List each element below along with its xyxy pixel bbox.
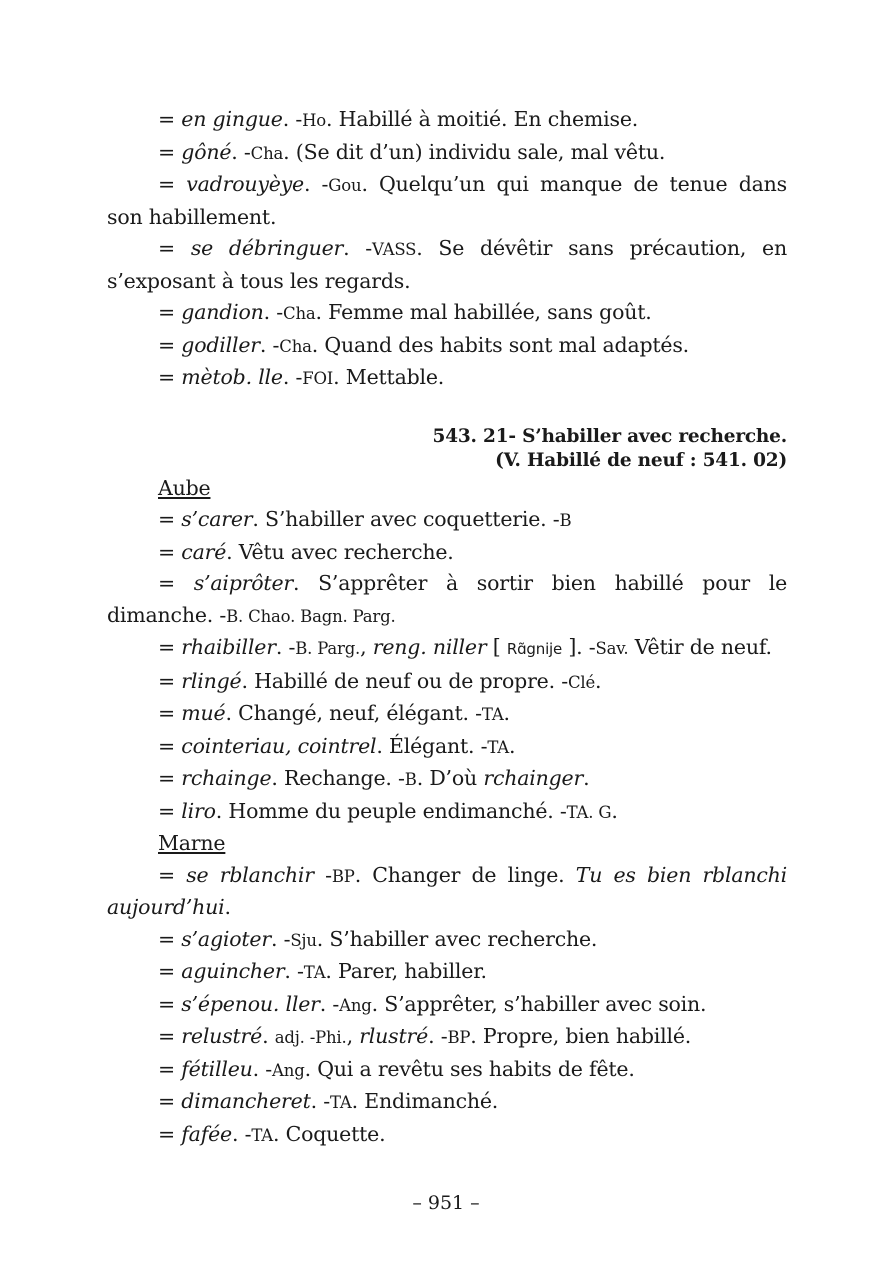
entry-rlinge: = rlingé. Habillé de neuf ou de propre. -Clé. [158,668,602,693]
entry-cointeriau: = cointeriau, cointrel. Élégant. -TA. [158,733,516,758]
phonetic-transcription: Rɑ̃gnije [506,640,563,658]
entry-s-carer: = s’carer. S’habiller avec coquetterie. -B [158,507,572,531]
section-title: 543. 21- S’habiller avec recherche. [432,425,787,447]
entry-mue: = mué. Changé, neuf, élégant. -TA. [158,701,510,725]
entry-metoblle: = mètob. lle. -FOI. Mettable. [158,365,445,389]
entry-aguincher: = aguincher. -TA. Parer, habiller. [158,959,487,983]
entry-liro: = liro. Homme du peuple endimanché. -TA. G. [158,798,618,823]
entry-gandion: = gandion. -Cha. Femme mal habillée, sans goût. [158,300,652,324]
entry-fafee: = fafée. -TA. Coquette. [158,1121,386,1146]
entry-s-agioter: = s’agioter. -Sju. S’habiller avec recherche. [158,926,598,951]
entry-care: = caré. Vêtu avec recherche. [158,539,454,564]
section-cross-reference: (V. Habillé de neuf : 541. 02) [495,449,787,471]
entry-s-epenouller: = s’épenou. ller. -Ang. S’apprêter, s’habiller avec soin. [158,991,707,1016]
region-label-marne: Marne [158,831,226,855]
entry-godiller: = godiller. -Cha. Quand des habits sont mal adaptés. [158,332,689,357]
entry-dimancheret: = dimancheret. -TA. Endimanché. [158,1089,499,1113]
page-body [107,104,787,1151]
entry-rhaibiller: = rhaibiller. -B. Parg., reng. niller [ Rɑ̃gnije ]. -Sav. Vêtir de neuf. [158,635,772,659]
entry-se-debringuer: = se débringuer. -VASS. Se dévêtir sans précaution, en s’exposant à tous les regards. [107,236,787,293]
entry-vadrouyeye: = vadrouyèye. -Gou. Quelqu’un qui manque de tenue dans son habillement. [107,172,788,229]
entry-gone: = gôné. -Cha. (Se dit d’un) individu sale, mal vêtu. [158,139,666,164]
entry-s-aiproter: = s’aiprôter. S’apprêter à sortir bien habillé pour le dimanche. -B. Chao. Bagn. Parg. [107,571,787,627]
entry-se-rblanchir: = se rblanchir -BP. Changer de linge. Tu es bien rblanchi aujourd’hui. [107,862,787,919]
section-gap [107,395,787,425]
entry-en-gingue: = en gingue. -Ho. Habillé à moitié. En chemise. [158,107,639,131]
section-heading [107,425,787,473]
region-label-aube: Aube [158,475,211,500]
entry-relustre: = relustré. adj. -Phi., rlustré. -BP. Propre, bien habillé. [158,1024,692,1048]
page-number: – 951 – [412,1192,480,1214]
entry-fetilleu: = fétilleu. -Ang. Qui a revêtu ses habits de fête. [158,1056,635,1081]
entry-rchainge: = rchainge. Rechange. -B. D’où rchainger. [158,766,590,790]
